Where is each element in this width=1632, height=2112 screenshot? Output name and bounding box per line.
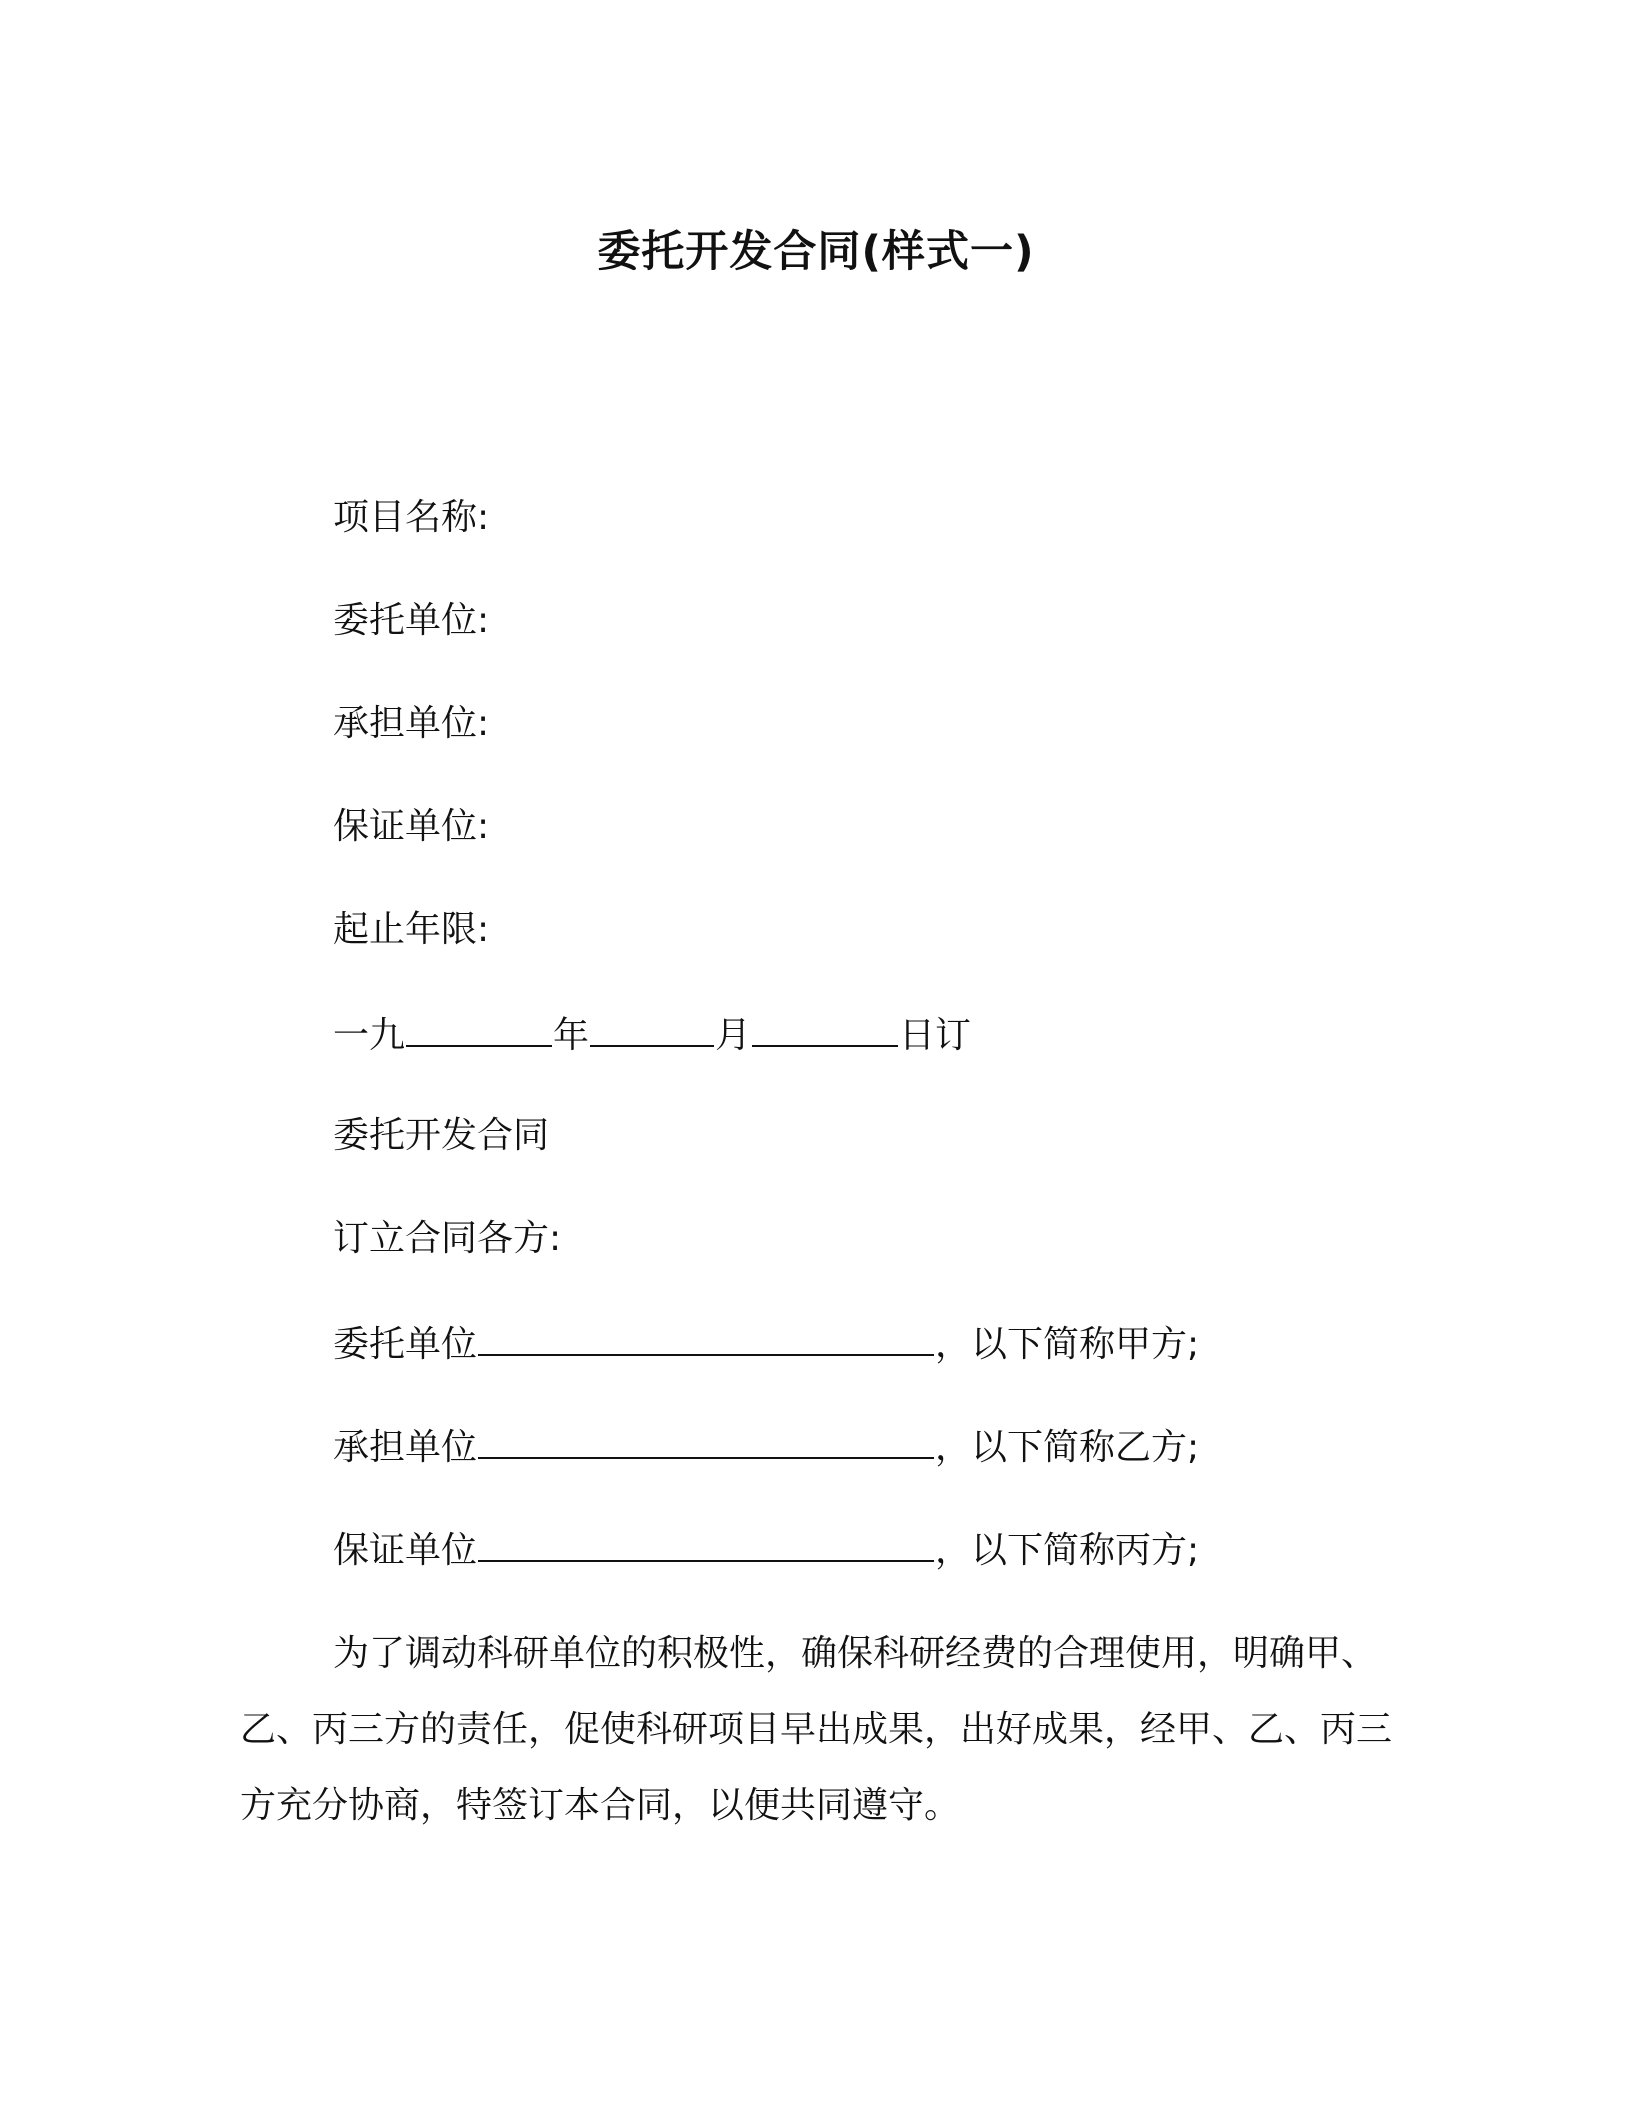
party-c-suffix: ，以下简称丙方; <box>935 1530 1200 1571</box>
party-b-suffix: ，以下简称乙方; <box>935 1427 1200 1468</box>
party-b-label: 承担单位 <box>333 1427 478 1468</box>
date-prefix: 一九 <box>333 1015 406 1056</box>
party-a-blank <box>478 1318 934 1356</box>
day-label: 日订 <box>899 1015 972 1056</box>
parties-heading: 订立合同各方: <box>333 1218 562 1259</box>
party-b-blank <box>478 1421 934 1459</box>
field-undertaking-unit: 承担单位: <box>333 703 490 744</box>
contract-heading: 委托开发合同 <box>333 1115 550 1156</box>
year-blank <box>406 1009 552 1047</box>
field-guarantor-unit: 保证单位: <box>333 806 490 847</box>
preamble-paragraph: 为了调动科研单位的积极性，确保科研经费的合理使用，明确甲、乙、丙三方的责任，促使科研项目早出成果，出好成果，经甲、乙、丙三方充分协商，特签订本合同，以便共同遵守。 <box>240 1633 1393 1826</box>
document-title: 委托开发合同(样式一) <box>597 227 1035 277</box>
month-label: 月 <box>715 1015 752 1056</box>
day-blank <box>752 1009 898 1047</box>
party-a-label: 委托单位 <box>333 1324 478 1365</box>
party-b-line <box>333 1421 1199 1472</box>
party-c-line <box>333 1524 1199 1575</box>
field-commissioning-unit: 委托单位: <box>333 600 490 641</box>
field-project-name: 项目名称: <box>333 497 490 538</box>
year-label: 年 <box>553 1015 590 1056</box>
month-blank <box>590 1009 714 1047</box>
date-line <box>333 1009 971 1060</box>
party-a-suffix: ，以下简称甲方; <box>935 1324 1200 1365</box>
party-c-label: 保证单位 <box>333 1530 478 1571</box>
field-term: 起止年限: <box>333 909 490 950</box>
party-a-line <box>333 1318 1199 1369</box>
party-c-blank <box>478 1524 934 1562</box>
